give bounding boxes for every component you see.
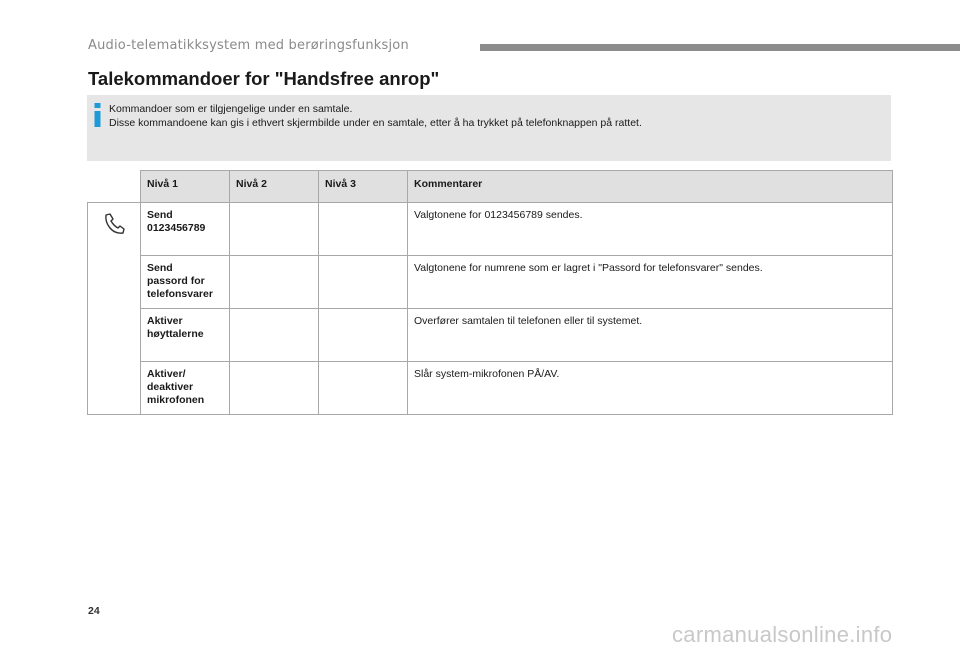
section-title: Audio-telematikksystem med berøringsfunksjon xyxy=(88,38,409,53)
page-number: 24 xyxy=(88,605,100,617)
table-row xyxy=(88,203,893,256)
table-header-level-1: Nivå 1 xyxy=(141,171,230,203)
table-header-level-2: Nivå 2 xyxy=(230,171,319,203)
level-2-cell xyxy=(230,203,319,256)
table-row xyxy=(88,256,893,309)
level-3-cell xyxy=(319,203,408,256)
info-icon xyxy=(93,103,102,127)
level-1-cell: Send 0123456789 xyxy=(141,203,230,256)
level-2-cell xyxy=(230,362,319,415)
info-box xyxy=(87,95,891,161)
table-header-row xyxy=(88,171,893,203)
level-3-cell xyxy=(319,309,408,362)
table-header-comments: Kommentarer xyxy=(408,171,893,203)
level-3-cell xyxy=(319,256,408,309)
phone-handset-icon xyxy=(101,211,127,237)
level-2-cell xyxy=(230,309,319,362)
header-bar xyxy=(480,44,960,51)
level-1-cell: Aktiver høyttalerne xyxy=(141,309,230,362)
table-row xyxy=(88,309,893,362)
level-1-cell: Send passord for telefonsvarer xyxy=(141,256,230,309)
level-1-cell: Aktiver/ deaktiver mikrofonen xyxy=(141,362,230,415)
voice-command-table xyxy=(87,170,893,415)
comment-cell: Overfører samtalen til telefonen eller til systemet. xyxy=(408,309,893,362)
page-title: Talekommandoer for "Handsfree anrop" xyxy=(88,68,440,89)
table-row xyxy=(88,362,893,415)
table-header-level-3: Nivå 3 xyxy=(319,171,408,203)
comment-cell: Valgtonene for 0123456789 sendes. xyxy=(408,203,893,256)
phone-icon-cell xyxy=(88,203,141,415)
comment-cell: Valgtonene for numrene som er lagret i "Passord for telefonsvarer" sendes. xyxy=(408,256,893,309)
info-text-line-1: Kommandoer som er tilgjengelige under en samtale. xyxy=(109,103,353,115)
watermark: carmanualsonline.info xyxy=(672,622,893,647)
comment-cell: Slår system-mikrofonen PÅ/AV. xyxy=(408,362,893,415)
level-3-cell xyxy=(319,362,408,415)
info-text-line-2: Disse kommandoene kan gis i ethvert skjermbilde under en samtale, etter å ha trykket på telefonknappen på rattet. xyxy=(109,117,642,129)
table-header-blank xyxy=(88,171,141,203)
level-2-cell xyxy=(230,256,319,309)
